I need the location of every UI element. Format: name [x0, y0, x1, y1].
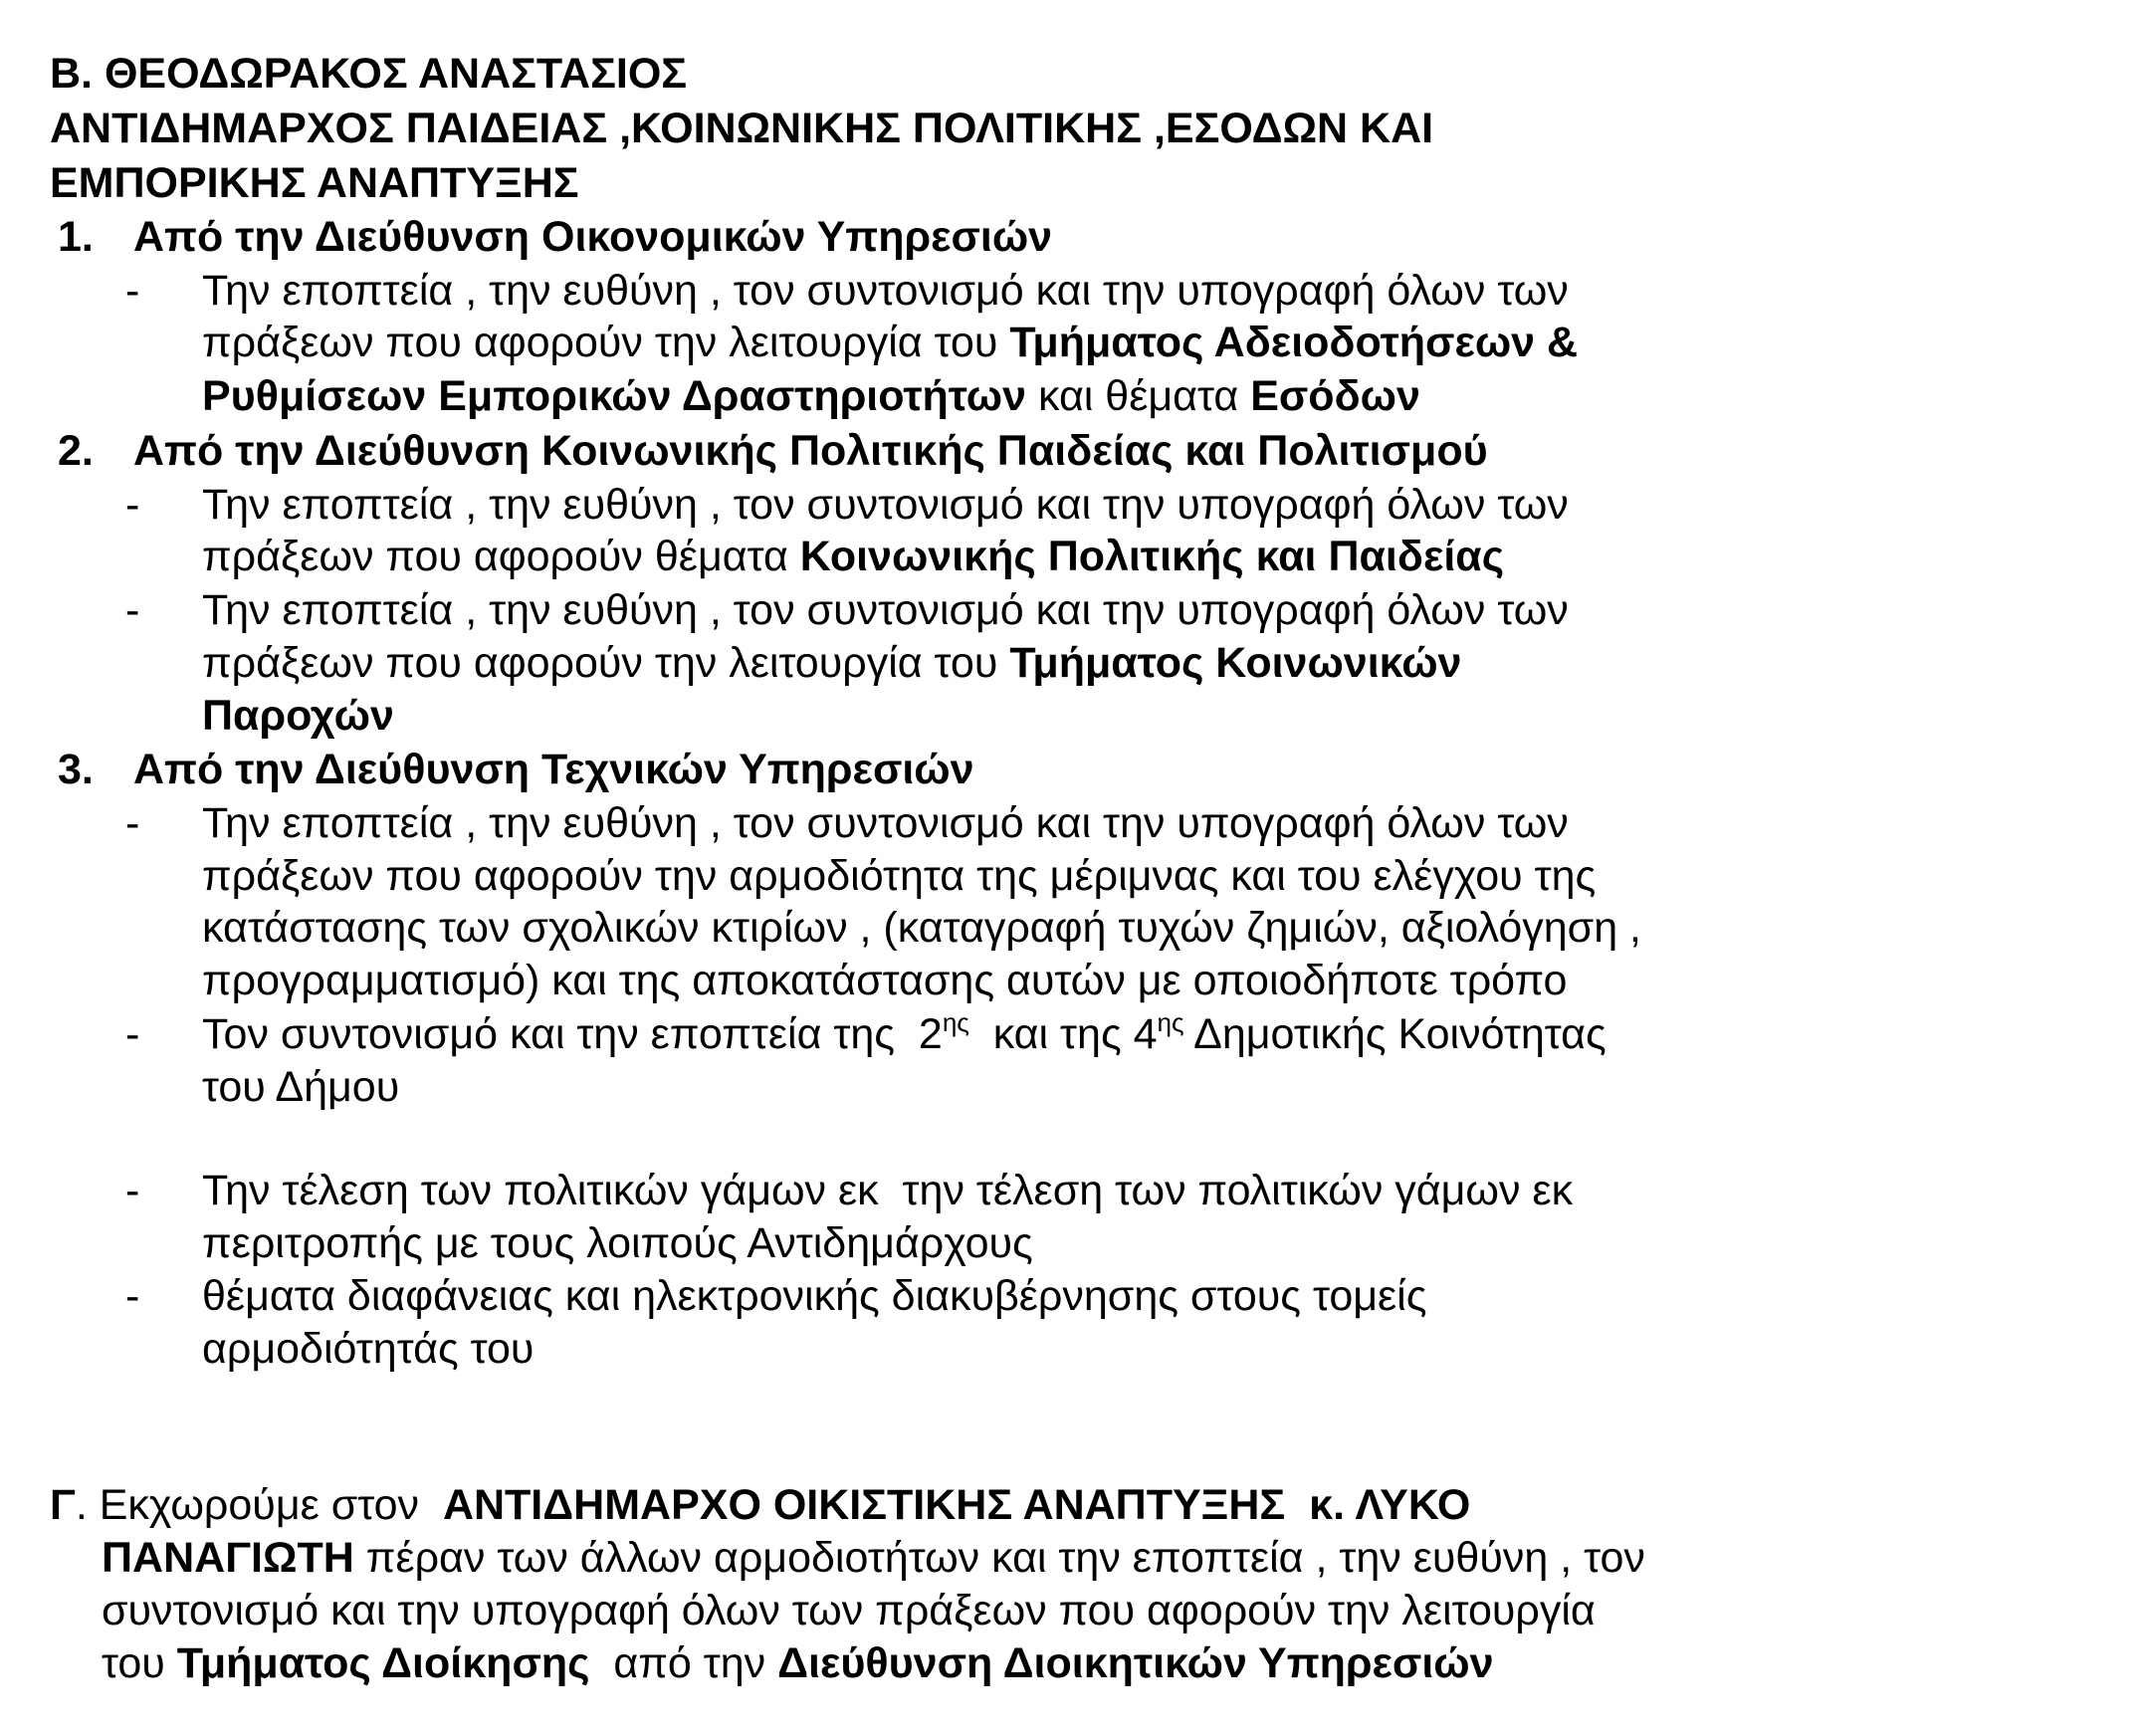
text-span: Τον συντονισμό και την εποπτεία της 2 — [202, 1010, 943, 1058]
section-2-item-2-line1: Την εποπτεία , την ευθύνη , τον συντονισμό και την υπογραφή όλων των — [202, 586, 1569, 634]
section-2-item-1-line1: Την εποπτεία , την ευθύνη , τον συντονισμό και την υπογραφή όλων των — [202, 481, 1569, 529]
text-span: και θέματα — [1026, 372, 1251, 420]
section-2-number: 2. — [58, 427, 94, 475]
bold-span: ΑΝΤΙΔΗΜΑΡΧΟ ΟΙΚΙΣΤΙΚΗΣ ΑΝΑΠΤΥΞΗΣ κ. ΛΥΚΟ — [442, 1481, 1471, 1529]
section-g-line4 — [102, 1637, 1494, 1689]
section-2-item-2-line3: Παροχών — [202, 692, 394, 740]
text-span: πράξεων που αφορούν την λειτουργία του — [202, 639, 1010, 687]
section-3-item-1-line2: πράξεων που αφορούν την αρμοδιότητα της μέριμνας και του ελέγχου της — [202, 852, 1597, 900]
section-1-item-1-dash: - — [125, 267, 140, 315]
section-g-line1 — [50, 1479, 1470, 1531]
section-3-item-3-dash: - — [125, 1167, 140, 1214]
text-span: πέραν των άλλων αρμοδιοτήτων και την εποπτεία , την ευθύνη , τον — [353, 1534, 1645, 1582]
section-2-heading: Από την Διεύθυνση Κοινωνικής Πολιτικής Παιδείας και Πολιτισμού — [133, 427, 1488, 475]
section-3-item-1-line3: κατάστασης των σχολικών κτιρίων , (καταγραφή τυχών ζημιών, αξιολόγηση , — [202, 904, 1642, 952]
section-2-item-1-line2 — [202, 531, 1504, 582]
section-3-item-1-line1: Την εποπτεία , την ευθύνη , τον συντονισμό και την υπογραφή όλων των — [202, 799, 1569, 847]
text-span: πράξεων που αφορούν θέματα — [202, 533, 800, 580]
section-1-item-1-line2 — [202, 317, 1578, 368]
text-span: του — [102, 1639, 177, 1687]
text-span: από την — [589, 1639, 778, 1687]
text-span: και της 4 — [968, 1010, 1158, 1058]
bold-span: Κοινωνικής Πολιτικής και Παιδείας — [799, 533, 1505, 580]
text-span: . Εκχωρούμε στον — [75, 1481, 443, 1529]
section-1-item-1-line1: Την εποπτεία , την ευθύνη , τον συντονισμό και την υπογραφή όλων των — [202, 267, 1569, 315]
text-span: πράξεων που αφορούν την λειτουργία του — [202, 319, 1010, 366]
bold-span: Τμήματος Διοίκησης — [176, 1639, 590, 1687]
superscript: ης — [942, 1007, 969, 1037]
bold-span: Ρυθμίσεων Εμπορικών Δραστηριοτήτων — [202, 372, 1027, 420]
section-3-heading: Από την Διεύθυνση Τεχνικών Υπηρεσιών — [133, 746, 974, 793]
bold-span: Τμήματος Αδειοδοτήσεων & — [1009, 319, 1579, 366]
superscript: ης — [1157, 1007, 1184, 1037]
section-3-item-4-line2: αρμοδιότητάς του — [202, 1325, 535, 1373]
section-2-item-1-dash: - — [125, 481, 140, 529]
section-3-item-2-dash: - — [125, 1010, 140, 1058]
section-g-line2 — [102, 1532, 1645, 1584]
header-title-line2: ΕΜΠΟΡΙΚΗΣ ΑΝΑΠΤΥΞΗΣ — [50, 159, 579, 207]
header-name: Β. ΘΕΟΔΩΡΑΚΟΣ ΑΝΑΣΤΑΣΙΟΣ — [50, 50, 688, 98]
section-3-item-3-line1: Την τέλεση των πολιτικών γάμων εκ την τέλεση των πολιτικών γάμων εκ — [202, 1167, 1574, 1214]
section-3-item-4-line1: θέματα διαφάνειας και ηλεκτρονικής διακυβέρνησης στους τομείς — [202, 1272, 1427, 1320]
section-3-number: 3. — [58, 746, 94, 793]
section-1-number: 1. — [58, 213, 94, 261]
section-3-item-2-line1 — [202, 1008, 1607, 1060]
bold-span: Τμήματος Κοινωνικών — [1009, 639, 1462, 687]
bold-span: ΠΑΝΑΓΙΩΤΗ — [102, 1534, 354, 1582]
section-1-item-1-line3 — [202, 370, 1420, 422]
section-3-item-3-line2: περιτροπής με τους λοιπούς Αντιδημάρχους — [202, 1219, 1033, 1267]
section-letter: Γ — [50, 1481, 76, 1529]
header-title-line1: ΑΝΤΙΔΗΜΑΡΧΟΣ ΠΑΙΔΕΙΑΣ ,ΚΟΙΝΩΝΙΚΗΣ ΠΟΛΙΤΙΚΗΣ ,ΕΣΟΔΩΝ ΚΑΙ — [50, 105, 1434, 152]
section-3-item-4-dash: - — [125, 1272, 140, 1320]
section-g-line3: συντονισμό και την υπογραφή όλων των πράξεων που αφορούν την λειτουργία — [102, 1587, 1596, 1634]
section-3-item-2-line2: του Δήμου — [202, 1063, 400, 1111]
section-2-item-2-line2 — [202, 637, 1461, 689]
section-3-item-1-dash: - — [125, 799, 140, 847]
bold-span: Διεύθυνση Διοικητικών Υπηρεσιών — [777, 1639, 1494, 1687]
section-3-item-1-line4: προγραμματισμό) και της αποκατάστασης αυτών με οποιοδήποτε τρόπο — [202, 957, 1568, 1004]
section-2-item-2-dash: - — [125, 586, 140, 634]
text-span: Δημοτικής Κοινότητας — [1183, 1010, 1607, 1058]
section-1-heading: Από την Διεύθυνση Οικονομικών Υπηρεσιών — [133, 213, 1053, 261]
bold-span: Εσόδων — [1250, 372, 1420, 420]
